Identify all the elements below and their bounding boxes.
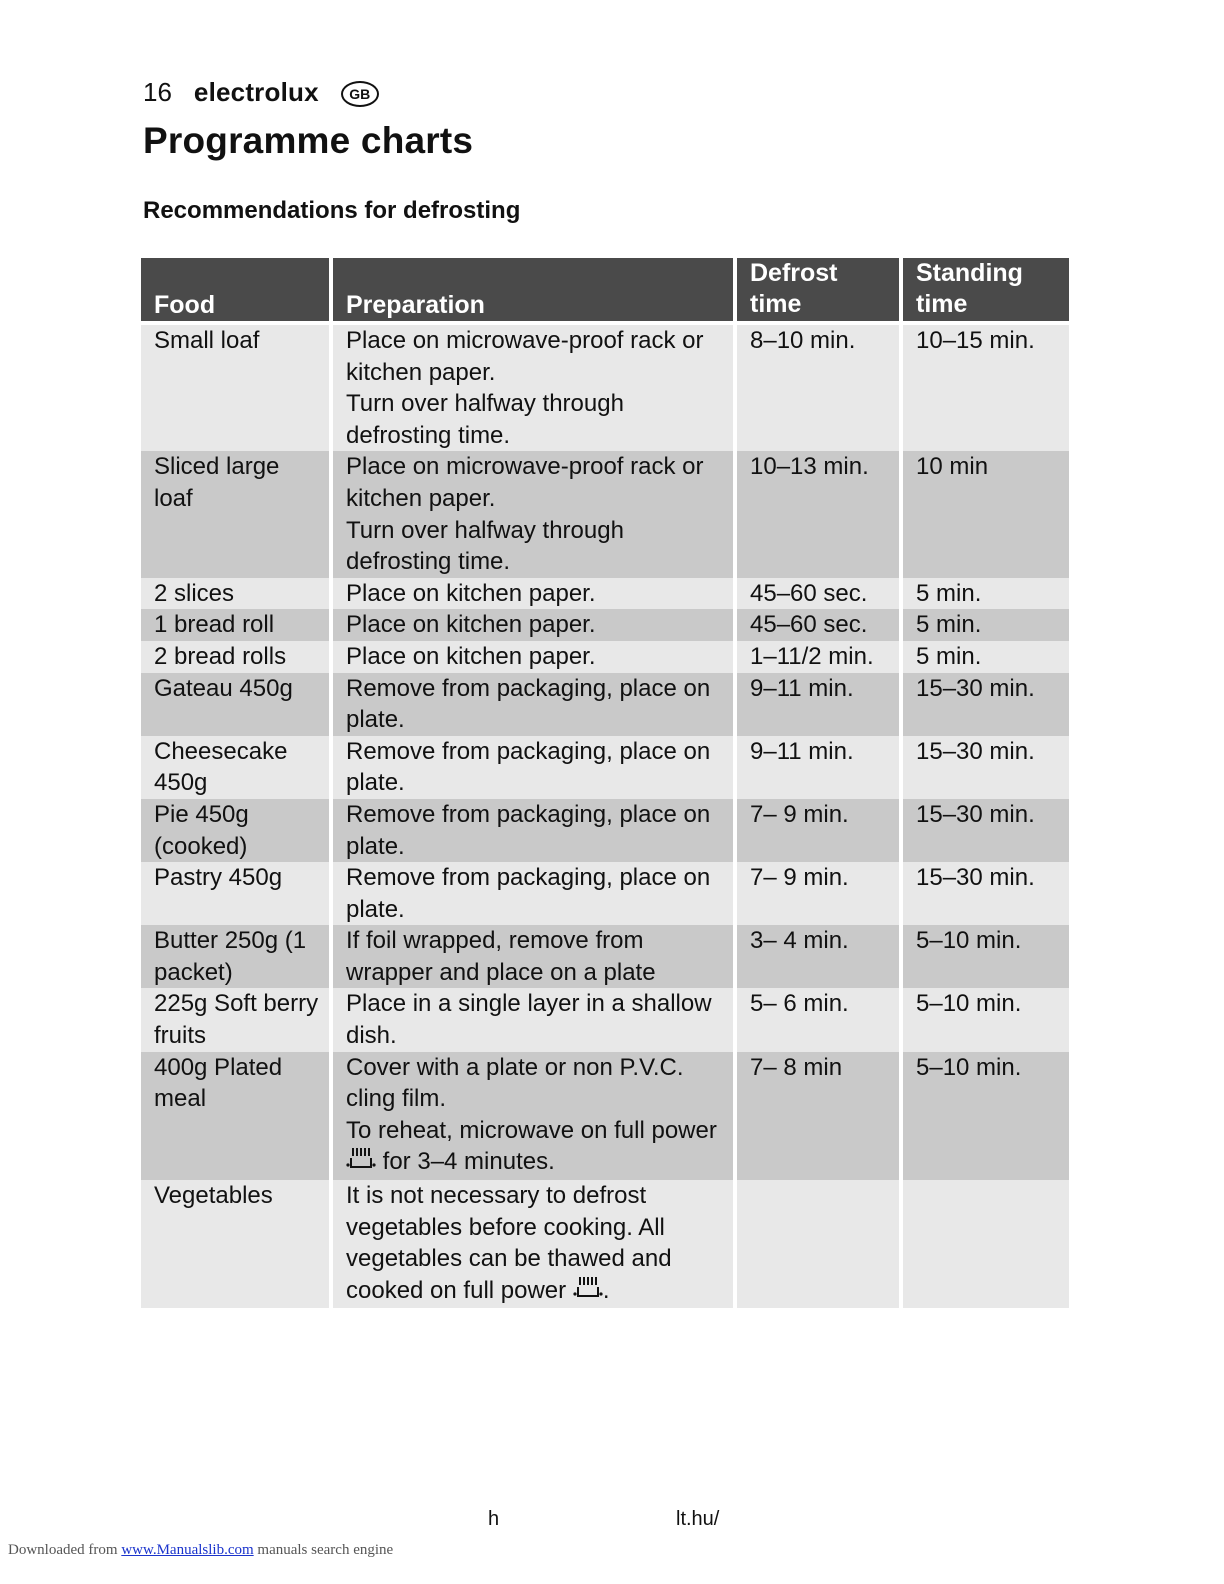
preparation-line: Place in a single layer in a shallow dish.: [346, 990, 712, 1050]
preparation-line: Place on microwave-proof rack or kitchen paper.: [346, 327, 704, 386]
cell-food: Pie 450g (cooked): [141, 799, 331, 862]
table-row: [141, 451, 1069, 577]
download-suffix: manuals search engine: [253, 1542, 394, 1558]
cell-food: Pastry 450g: [141, 862, 331, 925]
cell-defrost-time: 1–11/2 min.: [735, 641, 901, 673]
preparation-text: .: [602, 1276, 610, 1304]
cell-food: 400g Plated meal: [141, 1052, 331, 1180]
table-row: [141, 609, 1069, 641]
preparation-line: [346, 1180, 727, 1308]
cell-food: Small loaf: [141, 323, 331, 451]
header-preparation: Preparation: [331, 258, 735, 323]
cell-preparation: [331, 1052, 735, 1180]
preparation-line: Place on kitchen paper.: [346, 642, 596, 670]
cell-food: 2 bread rolls: [141, 641, 331, 673]
preparation-line: Turn over halfway through defrosting time.: [346, 516, 624, 576]
cell-defrost-time: 7– 9 min.: [735, 862, 901, 925]
preparation-line: If foil wrapped, remove from wrapper and place on a plate: [346, 927, 656, 986]
brand-logo: electrolux: [193, 76, 319, 107]
cell-standing-time: 10–15 min.: [901, 323, 1069, 451]
cell-defrost-time: 7– 9 min.: [735, 799, 901, 862]
cell-food: Vegetables: [141, 1180, 331, 1308]
cell-standing-time: 15–30 min.: [901, 673, 1069, 736]
preparation-line: [346, 1115, 727, 1180]
footer-domain: lt.hu/: [676, 1508, 720, 1530]
manualslib-link[interactable]: www.Manualslib.com: [121, 1542, 254, 1558]
preparation-text: It is not necessary to defrost vegetables before cooking. All vegetables can be thawed and cooked on full power: [346, 1182, 672, 1304]
preparation-line: Cover with a plate or non P.V.C. cling film.: [346, 1053, 684, 1113]
cell-food: Sliced large loaf: [141, 451, 331, 577]
table-header-row: [141, 258, 1069, 323]
cell-defrost-time: [735, 1180, 901, 1308]
table-row: [141, 736, 1069, 799]
cell-defrost-time: 9–11 min.: [735, 736, 901, 799]
cell-standing-time: [901, 1180, 1069, 1308]
cell-preparation: [331, 736, 735, 799]
cell-food: Cheesecake 450g: [141, 736, 331, 799]
cell-standing-time: 5 min.: [901, 641, 1069, 673]
cell-standing-time: 5–10 min.: [901, 925, 1069, 988]
cell-food: Gateau 450g: [141, 673, 331, 736]
page-title: Programme charts: [143, 120, 474, 161]
table-row: [141, 925, 1069, 988]
cell-food: 225g Soft berry fruits: [141, 988, 331, 1051]
cell-preparation: [331, 609, 735, 641]
preparation-line: Turn over halfway through defrosting time.: [346, 390, 624, 449]
defrost-table: [141, 258, 1069, 1308]
cell-defrost-time: 45–60 sec.: [735, 609, 901, 641]
table-row: [141, 641, 1069, 673]
preparation-text: for 3–4 minutes.: [376, 1148, 555, 1176]
cell-preparation: [331, 323, 735, 451]
preparation-line: Remove from packaging, place on plate.: [346, 674, 711, 734]
cell-standing-time: 5 min.: [901, 578, 1069, 610]
table-row: [141, 578, 1069, 610]
table-body: [141, 323, 1069, 1308]
cell-standing-time: 5 min.: [901, 609, 1069, 641]
full-power-icon: [573, 1276, 603, 1309]
cell-preparation: [331, 578, 735, 610]
cell-preparation: [331, 1180, 735, 1308]
preparation-line: Place on kitchen paper.: [346, 611, 596, 639]
preparation-line: Remove from packaging, place on plate.: [346, 737, 711, 797]
cell-standing-time: 5–10 min.: [901, 1052, 1069, 1180]
preparation-line: Remove from packaging, place on plate.: [346, 800, 711, 860]
table-row: [141, 323, 1069, 451]
cell-food: Butter 250g (1 packet): [141, 925, 331, 988]
table-row: [141, 1180, 1069, 1308]
header-standing-time: Standing time: [901, 258, 1069, 323]
cell-standing-time: 15–30 min.: [901, 799, 1069, 862]
cell-standing-time: 15–30 min.: [901, 736, 1069, 799]
cell-defrost-time: 7– 8 min: [735, 1052, 901, 1180]
cell-defrost-time: 3– 4 min.: [735, 925, 901, 988]
preparation-text: To reheat, microwave on full power: [346, 1116, 717, 1144]
preparation-line: Remove from packaging, place on plate.: [346, 864, 711, 923]
preparation-line: Place on microwave-proof rack or kitchen paper.: [346, 453, 704, 512]
cell-defrost-time: 8–10 min.: [735, 323, 901, 451]
cell-defrost-time: 9–11 min.: [735, 673, 901, 736]
cell-preparation: [331, 988, 735, 1051]
cell-standing-time: 5–10 min.: [901, 988, 1069, 1051]
cell-preparation: [331, 673, 735, 736]
cell-food: 2 slices: [141, 578, 331, 610]
table-row: [141, 988, 1069, 1051]
cell-preparation: [331, 641, 735, 673]
preparation-line: Place on kitchen paper.: [346, 579, 596, 607]
cell-defrost-time: 5– 6 min.: [735, 988, 901, 1051]
cell-standing-time: 15–30 min.: [901, 862, 1069, 925]
page-number: 16: [143, 76, 172, 107]
cell-standing-time: 10 min: [901, 451, 1069, 577]
full-power-icon: [346, 1147, 376, 1180]
cell-preparation: [331, 925, 735, 988]
region-badge: GB: [341, 81, 379, 107]
table-row: [141, 862, 1069, 925]
cell-preparation: [331, 862, 735, 925]
cell-defrost-time: 10–13 min.: [735, 451, 901, 577]
header-defrost-time: Defrost time: [735, 258, 901, 323]
cell-defrost-time: 45–60 sec.: [735, 578, 901, 610]
footer-fragment: h: [488, 1508, 500, 1530]
section-title: Recommendations for defrosting: [143, 197, 521, 224]
download-note: [8, 1542, 393, 1559]
header-food: Food: [141, 258, 331, 323]
page-header: [143, 72, 379, 112]
table-row: [141, 673, 1069, 736]
table-row: [141, 799, 1069, 862]
download-prefix: Downloaded from: [8, 1542, 122, 1558]
cell-preparation: [331, 799, 735, 862]
cell-preparation: [331, 451, 735, 577]
cell-food: 1 bread roll: [141, 609, 331, 641]
table-row: [141, 1052, 1069, 1180]
